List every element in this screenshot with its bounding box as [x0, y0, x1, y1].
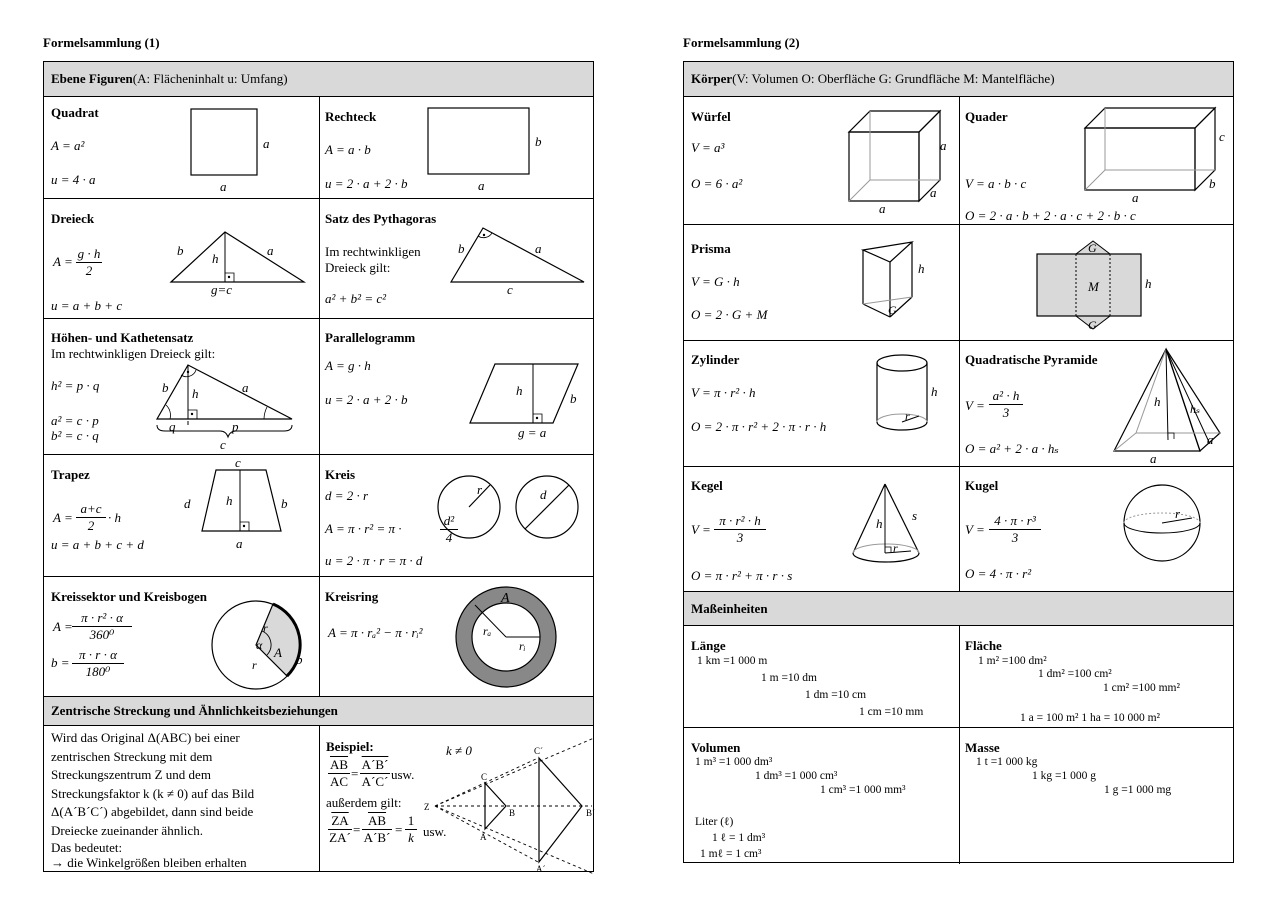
kreis-area-lhs: A = π · r² = π ·	[325, 521, 402, 536]
header-label: Ebene Figuren	[51, 71, 133, 86]
label-h: h	[212, 251, 219, 266]
label-b: b	[162, 380, 169, 395]
header-legend: (V: Volumen O: Oberfläche G: Grundfläche M: Mantelfläche)	[732, 71, 1055, 86]
rechteck-perimeter-formula: u = 2 · a + 2 · b	[325, 176, 408, 191]
label-h: h	[226, 493, 233, 508]
hoehensatz-formula-2: a² = c · p	[51, 413, 99, 428]
label-c: c	[1219, 129, 1225, 144]
prisma-surface-formula: O = 2 · G + M	[691, 307, 768, 322]
kugel-surface-formula: O = 4 · π · r²	[965, 566, 1032, 581]
numerator: a+c	[76, 501, 106, 518]
k-condition: k ≠ 0	[446, 743, 472, 758]
quadrat-title: Quadrat	[51, 105, 99, 120]
unit-row: 1 dm =10 cm	[805, 689, 867, 701]
label-b: b	[458, 241, 465, 256]
label-a: a	[1150, 451, 1157, 466]
header-legend: (A: Flächeninhalt u: Umfang)	[132, 71, 288, 86]
label-h: h	[1145, 276, 1152, 291]
text-line: Δ(A´B´C´) abgebildet, dann sind beide	[51, 804, 254, 819]
label-A: A	[274, 645, 282, 660]
pyramide-volume-fraction	[989, 388, 1023, 421]
label-a: a	[263, 136, 270, 151]
numerator: d²	[440, 513, 458, 530]
label-A: A	[501, 591, 510, 606]
label-d: d	[184, 496, 191, 511]
dreieck-perimeter-formula: u = a + b + c	[51, 298, 123, 313]
label-a: a	[1132, 190, 1139, 205]
unit-row: 1 m² =100 dm²	[978, 655, 1047, 667]
unit-row: 1 dm² =100 cm²	[1038, 668, 1112, 680]
quader-title: Quader	[965, 109, 1008, 124]
pyramide-surface-formula: O = a² + 2 · a · hₛ	[965, 441, 1059, 456]
unit-row: 1 kg =1 000 g	[1032, 770, 1096, 782]
sphere-diagram	[1121, 485, 1211, 565]
label-r: r	[477, 482, 483, 497]
hoehensatz-formula-1: h² = p · q	[51, 378, 100, 393]
divider	[319, 726, 320, 872]
label-C: C	[481, 772, 488, 782]
prisma-title: Prisma	[691, 241, 731, 256]
pythagoras-title: Satz des Pythagoras	[325, 211, 437, 226]
unit-row: 1 km =1 000 m	[697, 655, 768, 667]
kugel-volume-lhs: V =	[965, 522, 985, 537]
label-b: b	[177, 243, 184, 258]
wuerfel-title: Würfel	[691, 109, 731, 124]
numerator: π · r² · h	[714, 513, 766, 530]
label-r: r	[1175, 506, 1181, 521]
table-koerper	[683, 61, 1234, 863]
denominator: 180⁰	[85, 664, 111, 679]
label-hs: hₛ	[1190, 402, 1201, 416]
label-A2: A´	[536, 864, 546, 874]
cylinder-diagram	[875, 351, 945, 441]
label-b: b	[535, 134, 542, 149]
unit-row: 1 mℓ = 1 cm³	[700, 848, 762, 860]
kreisbogen-lhs: b =	[51, 655, 70, 670]
circle-diagram	[437, 474, 587, 544]
header-label: Maßeinheiten	[691, 600, 768, 616]
numerator: $\overline{AB}$	[362, 813, 392, 830]
denominator: 2	[85, 263, 93, 278]
dreieck-title: Dreieck	[51, 211, 95, 226]
label-b: b	[281, 496, 288, 511]
unit-row: 1 g =1 000 mg	[1104, 784, 1172, 796]
page-title-right: Formelsammlung (2)	[683, 35, 800, 50]
trapez-area-rhs: · h	[108, 510, 121, 525]
label-ri: rᵢ	[519, 639, 526, 653]
pythagoras-text-2: Dreieck gilt:	[325, 260, 391, 275]
unit-row: 1 m =10 dm	[761, 672, 818, 684]
unit-row: 1 dm³ =1 000 cm³	[755, 770, 838, 782]
numerator: π · r² · α	[72, 610, 132, 627]
pyramide-volume-lhs: V =	[965, 398, 985, 413]
prism-diagram	[860, 240, 940, 330]
zylinder-surface-formula: O = 2 · π · r² + 2 · π · r · h	[691, 419, 827, 434]
quadrat-area-formula: A = a²	[51, 138, 85, 153]
label-a: a	[236, 536, 243, 551]
label-a: a	[478, 178, 485, 193]
text-line: Das bedeutet:	[51, 840, 123, 855]
label-q: q	[169, 419, 176, 434]
text-line: Wird das Original Δ(ABC) bei einer	[51, 730, 240, 745]
label-h: h	[918, 261, 925, 276]
label-r: r	[893, 541, 898, 555]
label-a: a	[930, 185, 937, 200]
kreissektor-area-fraction	[72, 610, 132, 643]
pythagoras-formula: a² + b² = c²	[325, 291, 387, 306]
trapez-area-lhs: A =	[53, 510, 73, 525]
label-b: b	[570, 391, 577, 406]
label-Z: Z	[424, 802, 430, 812]
label-h: h	[516, 383, 523, 398]
trapezoid-diagram	[182, 455, 302, 558]
equals: =	[353, 822, 361, 837]
label-r: r	[252, 658, 257, 672]
kreisring-formula: A = π · rₐ² − π · rᵢ²	[328, 625, 423, 640]
cuboid-diagram	[1082, 106, 1232, 206]
table-ebene-figuren	[43, 61, 594, 872]
kreissektor-area-lhs: A =	[53, 619, 73, 634]
zylinder-title: Zylinder	[691, 352, 740, 367]
kreis-title: Kreis	[325, 467, 356, 482]
header-label: Körper	[691, 71, 733, 86]
numerator: 4 · π · r³	[989, 513, 1041, 530]
numerator: 1	[405, 813, 417, 830]
page-title-left: Formelsammlung (1)	[43, 35, 160, 50]
label-a: a	[267, 243, 274, 258]
hoehensatz-formula-3: b² = c · q	[51, 428, 99, 443]
kreisbogen-fraction	[72, 647, 124, 680]
kegel-title: Kegel	[691, 478, 723, 493]
rechteck-title: Rechteck	[325, 109, 377, 124]
beispiel-label: Beispiel:	[326, 739, 374, 754]
label-h: h	[876, 516, 883, 531]
ratio-fraction	[328, 813, 352, 846]
kegel-volume-fraction	[714, 513, 766, 546]
text-line: Streckungsfaktor k (k ≠ 0) auf das Bild	[51, 785, 255, 801]
header-label: Zentrische Streckung und Ähnlichkeitsbeziehungen	[51, 703, 338, 718]
text-line: zentrischen Streckung mit dem	[51, 748, 213, 764]
label-a: a	[220, 179, 227, 194]
kegel-surface-formula: O = π · r² + π · r · s	[691, 568, 793, 583]
hoehensatz-diagram	[154, 362, 304, 457]
label-ra: rₐ	[483, 624, 492, 638]
ratio-fraction	[328, 757, 350, 790]
laenge-title: Länge	[691, 638, 726, 653]
rectangle-diagram	[426, 108, 556, 198]
numerator: A´B´	[361, 757, 389, 772]
pyramid-diagram	[1112, 347, 1227, 465]
label-s: s	[912, 508, 918, 523]
label-alpha: α	[256, 638, 263, 652]
label-h: h	[1154, 394, 1161, 409]
parallelogram-diagram	[468, 362, 598, 442]
label-c: c	[235, 455, 241, 470]
wuerfel-surface-formula: O = 6 · a²	[691, 176, 743, 191]
unit-row: 1 t =1 000 kg	[976, 756, 1038, 768]
kreissektor-title: Kreissektor und Kreisbogen	[51, 589, 208, 604]
volumen-title: Volumen	[691, 740, 741, 755]
equals: =	[395, 822, 403, 837]
label-a: a	[535, 241, 542, 256]
text-line: Streckungszentrum Z und dem	[51, 767, 211, 782]
denominator: AC	[329, 774, 349, 789]
zylinder-volume-formula: V = π · r² · h	[691, 385, 756, 400]
square-diagram	[189, 109, 269, 199]
cube-diagram	[846, 109, 956, 219]
parallelogramm-perimeter-formula: u = 2 · a + 2 · b	[325, 392, 408, 407]
numerator: $\overline{AB}$	[329, 757, 349, 772]
denominator: 4	[445, 530, 453, 545]
numerator: g · h	[77, 246, 101, 261]
label-A: A	[480, 832, 487, 842]
quader-volume-formula: V = a · b · c	[965, 176, 1027, 191]
section-header-ebene-figuren	[44, 62, 593, 97]
prism-net-diagram	[1036, 239, 1176, 334]
label-a: a	[242, 380, 249, 395]
label-G: G	[1088, 318, 1097, 332]
label-a: a	[879, 201, 886, 216]
sector-diagram	[212, 600, 322, 690]
unit-row: 1 cm³ =1 000 mm³	[820, 784, 906, 796]
prisma-volume-formula: V = G · h	[691, 274, 740, 289]
label-b: b	[1209, 176, 1216, 191]
section-header-masseinheiten	[684, 591, 1233, 626]
unit-row: 1 m³ =1 000 dm³	[695, 756, 773, 768]
label-r: r	[905, 409, 910, 423]
label-a: a	[1207, 432, 1214, 447]
quadrat-perimeter-formula: u = 4 · a	[51, 172, 96, 187]
label-G: G	[888, 303, 897, 317]
unit-row: 1 cm² =100 mm²	[1103, 682, 1180, 694]
unit-row: 1 cm =10 mm	[859, 706, 924, 718]
label-h: h	[192, 386, 199, 401]
label-a: a	[940, 138, 947, 153]
denominator: 3	[1011, 530, 1019, 545]
trapez-title: Trapez	[51, 467, 90, 482]
denominator: k	[408, 830, 414, 845]
flaeche-title: Fläche	[965, 638, 1002, 653]
numerator: π · r · α	[72, 647, 124, 664]
hoehensatz-subtitle: Im rechtwinkligen Dreieck gilt:	[51, 346, 216, 361]
denominator: ZA´	[329, 830, 351, 845]
streckung-text	[51, 729, 254, 870]
masse-title: Masse	[965, 740, 1000, 755]
label-d: d	[540, 487, 547, 502]
ratio-fraction	[405, 813, 417, 846]
dreieck-area-fraction	[76, 246, 102, 279]
denominator: 3	[1002, 405, 1010, 420]
denominator: A´B´	[363, 830, 391, 845]
label-M: M	[1088, 279, 1099, 294]
label-B2: B´	[586, 808, 595, 818]
denominator: 2	[87, 518, 95, 533]
pyramide-title: Quadratische Pyramide	[965, 352, 1098, 367]
trapez-area-fraction	[76, 501, 106, 534]
hoehensatz-title: Höhen- und Kathetensatz	[51, 330, 194, 345]
denominator: 360⁰	[89, 627, 115, 642]
label-c: c	[220, 437, 226, 452]
kugel-title: Kugel	[965, 478, 999, 493]
kreis-perimeter-formula: u = 2 · π · r = π · d	[325, 553, 423, 568]
divider	[959, 626, 960, 864]
parallelogramm-title: Parallelogramm	[325, 330, 416, 345]
section-header-streckung	[44, 696, 593, 726]
parallelogramm-area-formula: A = g · h	[325, 358, 371, 373]
label-r: r	[263, 621, 268, 635]
quader-surface-formula: O = 2 · a · b + 2 · a · c + 2 · b · c	[965, 208, 1136, 223]
wuerfel-volume-formula: V = a³	[691, 140, 725, 155]
denominator: 3	[736, 530, 744, 545]
label-h: h	[931, 384, 938, 399]
streckung-diagram	[422, 742, 597, 877]
trapez-perimeter-formula: u = a + b + c + d	[51, 537, 144, 552]
divider	[959, 97, 960, 591]
denominator: A´C´	[361, 774, 389, 789]
usw-text: usw.	[423, 824, 447, 839]
kugel-volume-fraction	[989, 513, 1041, 546]
label-p: p	[232, 419, 239, 434]
text-line: → die Winkelgrößen bleiben erhalten	[51, 855, 247, 870]
pythagoras-text-1: Im rechtwinkligen	[325, 244, 421, 259]
usw-text: usw.	[391, 767, 415, 782]
numerator: a² · h	[989, 388, 1023, 405]
kreisring-title: Kreisring	[325, 589, 379, 604]
label-c: c	[507, 282, 513, 297]
label-g: g=c	[211, 282, 233, 297]
pythagoras-diagram	[449, 226, 589, 296]
unit-row: 1 ℓ = 1 dm³	[712, 832, 766, 844]
cone-diagram	[851, 482, 941, 577]
kegel-volume-lhs: V =	[691, 522, 711, 537]
text-line: Dreiecke zueinander ähnlich.	[51, 822, 203, 838]
label-G: G	[1088, 241, 1097, 255]
triangle-diagram	[169, 230, 309, 300]
section-header-koerper	[684, 62, 1233, 97]
label-C2: C´	[534, 746, 543, 756]
ratio-fraction	[362, 813, 392, 846]
equals: =	[351, 766, 359, 781]
ausserdem-text: außerdem gilt:	[326, 795, 402, 810]
liter-label: Liter (ℓ)	[695, 816, 734, 828]
numerator: $\overline{ZA}$	[328, 813, 352, 830]
unit-row: 1 a = 100 m² 1 ha = 10 000 m²	[1020, 712, 1160, 724]
label-B: B	[509, 808, 516, 818]
dreieck-area-lhs: A =	[53, 254, 73, 269]
annulus-diagram	[455, 585, 565, 695]
label-g: g = a	[518, 425, 547, 440]
ratio-fraction	[360, 757, 390, 790]
rechteck-area-formula: A = a · b	[325, 142, 371, 157]
kreis-diameter-formula: d = 2 · r	[325, 488, 369, 503]
label-b: b	[296, 652, 303, 667]
